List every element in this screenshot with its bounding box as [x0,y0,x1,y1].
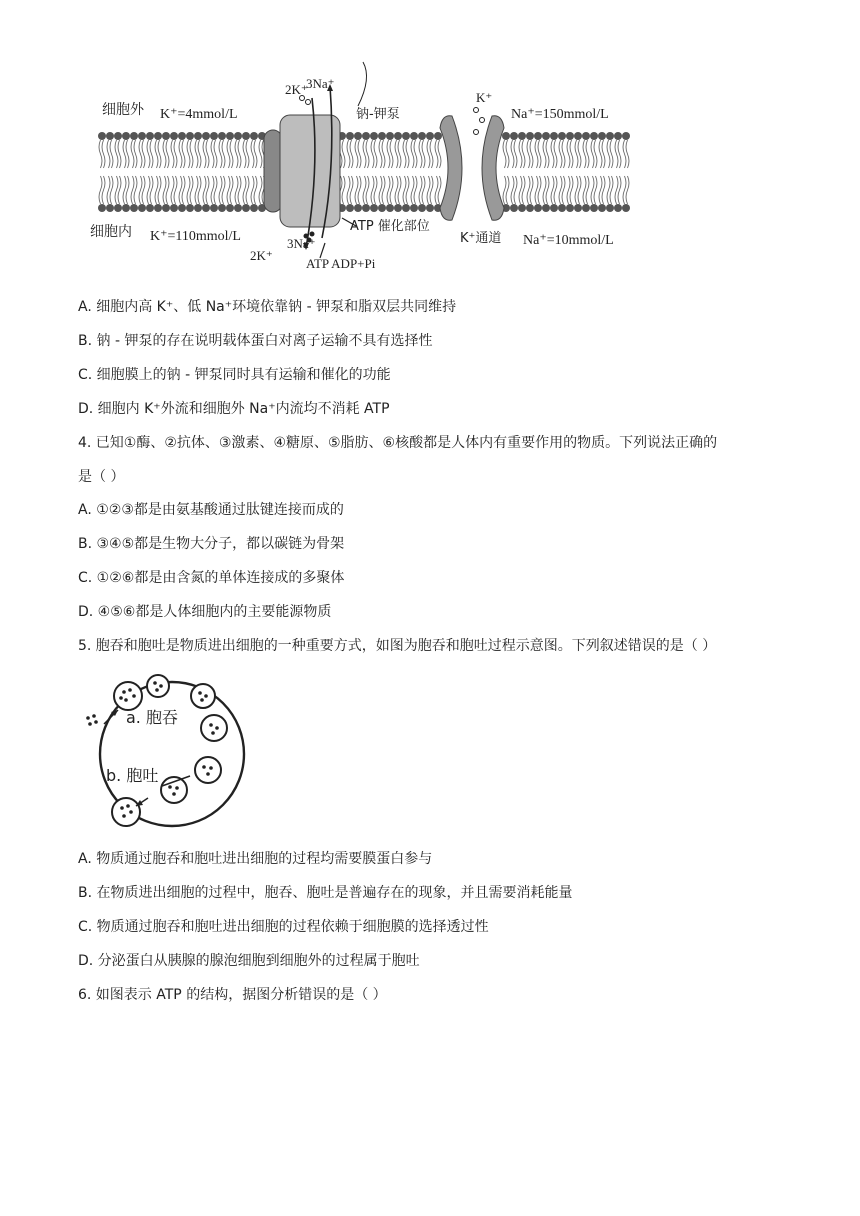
lipid-tail [403,140,409,168]
lipid-head [354,204,362,212]
lipid-head [226,132,234,140]
lipid-tail [115,140,121,168]
lipid-head [402,204,410,212]
lipid-head [162,204,170,212]
lipid-head [566,132,574,140]
channel-k-label: K⁺ [476,90,493,105]
vesicle [191,684,215,708]
lipid-tail [219,140,225,168]
lipid-head [598,204,606,212]
lipid-head [106,132,114,140]
lipid-tail [583,140,589,168]
lipid-tail [567,176,573,204]
q3-option-d: D. 细胞内 K⁺外流和细胞外 Na⁺内流均不消耗 ATP [78,401,390,417]
lipid-tail [203,140,209,168]
lipid-head [226,204,234,212]
lipid-tail [211,176,217,204]
vesicle [161,777,187,803]
lipid-tail [363,176,369,204]
lipid-tail [171,176,177,204]
lipid-head [170,132,178,140]
lipid-head [138,132,146,140]
lipid-tail [211,140,217,168]
lipid-tail [567,140,573,168]
lipid-tail [251,140,257,168]
lipid-tail [99,140,105,168]
lipid-head [582,204,590,212]
lipid-tail [591,140,597,168]
lipid-head [378,204,386,212]
lipid-head [558,132,566,140]
lipid-head [518,204,526,212]
lipid-head [566,204,574,212]
k-out-label: K⁺=4mmol/L [160,107,238,122]
lipid-tail [187,140,193,168]
lipid-head [370,132,378,140]
lipid-tail [243,140,249,168]
lipid-head [130,204,138,212]
endo-exocytosis-diagram [80,672,255,834]
lipid-head [534,204,542,212]
lipid-head [122,132,130,140]
lipid-head [614,132,622,140]
lipid-head [202,132,210,140]
lipid-tail [195,176,201,204]
lipid-tail [347,140,353,168]
lipid-tail [535,176,541,204]
lipid-tail [427,176,433,204]
lipid-head [114,204,122,212]
lipid-head [114,132,122,140]
lipid-head [146,132,154,140]
lipid-tail [179,140,185,168]
lipid-tail [607,140,613,168]
bottom-2k-label: 2K⁺ [250,248,273,263]
lipid-tail [543,140,549,168]
lipid-head [98,204,106,212]
lipid-tail [163,176,169,204]
q4-option-b: B. ③④⑤都是生物大分子，都以碳链为骨架 [78,536,345,552]
lipid-head [242,204,250,212]
lipid-tail [99,176,105,204]
lipid-tail [599,176,605,204]
q6-stem: 6. 如图表示 ATP 的结构，据图分析错误的是（ ） [78,987,387,1003]
lipid-head [402,132,410,140]
lipid-head [542,132,550,140]
outside-label: 细胞外 [102,102,144,118]
lipid-head [606,204,614,212]
lipid-tail [219,176,225,204]
lipid-head [622,132,630,140]
lipid-tail [155,176,161,204]
vesicle [195,757,221,783]
q4-stem-line2: 是（ ） [78,469,125,485]
lipid-head [186,204,194,212]
lipid-tail [435,176,441,204]
lipid-head [574,204,582,212]
lipid-tail [559,176,565,204]
lipid-tail [147,176,153,204]
lipid-head [426,204,434,212]
lipid-tail [179,176,185,204]
lipid-head [502,132,510,140]
top-3na-label: 3Na⁺ [306,76,335,91]
na-in-label: Na⁺=10mmol/L [523,233,614,248]
lipid-head [186,132,194,140]
lipid-tail [551,176,557,204]
membrane-protein-small [264,130,282,212]
lipid-head [542,204,550,212]
lipid-head [354,132,362,140]
lipid-tail [543,176,549,204]
lipid-tail [527,176,533,204]
lipid-head [614,204,622,212]
lipid-head [550,132,558,140]
lipid-head [434,132,442,140]
lipid-tail [623,176,629,204]
lipid-tail [123,176,129,204]
lipid-tail [419,176,425,204]
q5-stem: 5. 胞吞和胞吐是物质进出细胞的一种重要方式，如图为胞吞和胞吐过程示意图。下列叙述错误的是（ ） [78,638,717,654]
lipid-tail [139,176,145,204]
lipid-tail [227,140,233,168]
lipid-head [550,204,558,212]
q5-option-c: C. 物质通过胞吞和胞吐进出细胞的过程依赖于细胞膜的选择透过性 [78,919,489,935]
lipid-head [178,132,186,140]
lipid-head [418,132,426,140]
lipid-head [510,132,518,140]
lipid-tail [155,140,161,168]
q5-option-a: A. 物质通过胞吞和胞吐进出细胞的过程均需要膜蛋白参与 [78,851,433,867]
pointer-pump [358,62,367,106]
k-in-label: K⁺=110mmol/L [150,229,241,244]
k-ion [306,100,311,105]
lipid-tail [355,176,361,204]
endo-exocytosis-figure [80,672,255,834]
lipid-head [426,132,434,140]
lipid-head [138,204,146,212]
lipid-tail [363,140,369,168]
lipid-tail [187,176,193,204]
inside-label: 细胞内 [90,224,132,240]
lipid-tail [615,140,621,168]
lipid-tail [243,176,249,204]
q4-option-a: A. ①②③都是由氨基酸通过肽键连接而成的 [78,502,344,518]
lipid-tail [123,140,129,168]
catalytic-label: ATP 催化部位 [350,219,430,234]
lipid-tail [379,140,385,168]
lipid-head [162,132,170,140]
lipid-head [362,132,370,140]
lipid-tail [435,140,441,168]
lipid-tail [591,176,597,204]
lipid-head [410,204,418,212]
lipid-head [210,132,218,140]
q3-option-a: A. 细胞内高 K⁺、低 Na⁺环境依靠钠 - 钾泵和脂双层共同维持 [78,299,457,315]
lipid-head [170,204,178,212]
lipid-tail [519,176,525,204]
lipid-head [590,132,598,140]
lipid-tail [551,140,557,168]
q4-option-d: D. ④⑤⑥都是人体细胞内的主要能源物质 [78,604,332,620]
q4-option-c: C. ①②⑥都是由含氮的单体连接成的多聚体 [78,570,345,586]
q5-option-b: B. 在物质进出细胞的过程中，胞吞、胞吐是普遍存在的现象，并且需要消耗能量 [78,885,573,901]
lipid-head [598,132,606,140]
lipid-tail [395,176,401,204]
lipid-tail [419,140,425,168]
lipid-head [346,132,354,140]
label-endocytosis: a. 胞吞 [126,708,178,727]
lipid-tail [511,140,517,168]
lipid-head [202,204,210,212]
lipid-tail [575,140,581,168]
lipid-head [98,132,106,140]
lipid-head [386,204,394,212]
lipid-tail [403,176,409,204]
k-channel-left [440,116,462,221]
k-ion [474,108,479,113]
lipid-head [518,132,526,140]
lipid-tail [411,140,417,168]
lipid-head [218,204,226,212]
q4-stem-line1: 4. 已知①酶、②抗体、③激素、④糖原、⑤脂肪、⑥核酸都是人体内有重要作用的物质。下列说法正确的 [78,435,718,451]
lipid-tail [195,140,201,168]
lipid-head [122,204,130,212]
lipid-head [210,204,218,212]
lipid-tail [607,176,613,204]
membrane-diagram [80,58,640,273]
lipid-tail [623,140,629,168]
lipid-tail [147,140,153,168]
lipid-tail [387,140,393,168]
lipid-tail [387,176,393,204]
lipid-head [394,132,402,140]
lipid-head [130,132,138,140]
top-2k-label: 2K⁺ [285,82,308,97]
lipid-head [106,204,114,212]
lipid-tail [115,176,121,204]
vesicle [201,715,227,741]
lipid-tail [559,140,565,168]
lipid-head [234,204,242,212]
lipid-bilayer [98,132,630,212]
label-exocytosis: b. 胞吐 [106,766,159,785]
lipid-head [370,204,378,212]
q5-option-d: D. 分泌蛋白从胰腺的腺泡细胞到细胞外的过程属于胞吐 [78,953,420,969]
lipid-tail [203,176,209,204]
lipid-head [534,132,542,140]
q3-option-b: B. 钠 - 钾泵的存在说明载体蛋白对离子运输不具有选择性 [78,333,433,349]
lipid-head [410,132,418,140]
lipid-tail [599,140,605,168]
lipid-tail [535,140,541,168]
lipid-head [558,204,566,212]
pump-label: 钠-钾泵 [356,107,400,122]
lipid-head [526,132,534,140]
lipid-tail [583,176,589,204]
lipid-head [154,204,162,212]
lipid-tail [347,176,353,204]
lipid-head [418,204,426,212]
lipid-head [510,204,518,212]
lipid-head [386,132,394,140]
lipid-tail [171,140,177,168]
lipid-head [394,204,402,212]
lipid-tail [427,140,433,168]
lipid-tail [503,176,509,204]
lipid-head [194,204,202,212]
lipid-tail [527,140,533,168]
lipid-tail [235,176,241,204]
q3-option-c: C. 细胞膜上的钠 - 钾泵同时具有运输和催化的功能 [78,367,391,383]
lipid-tail [163,140,169,168]
lipid-head [606,132,614,140]
k-ion [480,118,485,123]
lipid-head [178,204,186,212]
lipid-tail [107,176,113,204]
lipid-tail [519,140,525,168]
lipid-tail [355,140,361,168]
vesicle [147,675,169,697]
lipid-tail [131,140,137,168]
lipid-tail [371,176,377,204]
lipid-tail [411,176,417,204]
lipid-head [146,204,154,212]
lipid-tail [251,176,257,204]
na-out-label: Na⁺=150mmol/L [511,107,609,122]
lipid-tail [379,176,385,204]
lipid-head [582,132,590,140]
lipid-tail [139,140,145,168]
lipid-head [590,204,598,212]
lipid-head [362,204,370,212]
membrane-figure [80,58,640,273]
lipid-tail [107,140,113,168]
atp-reaction-label: ATP ADP+Pi [306,256,376,271]
lipid-head [250,132,258,140]
lipid-tail [575,176,581,204]
lipid-tail [371,140,377,168]
k-ion [474,130,479,135]
lipid-tail [227,176,233,204]
lipid-head [526,204,534,212]
lipid-head [574,132,582,140]
lipid-tail [615,176,621,204]
vesicle [112,798,140,826]
k-channel-right [482,116,504,221]
lipid-tail [503,140,509,168]
lipid-head [346,204,354,212]
bottom-3na-label: 3Na⁺ [287,236,316,251]
lipid-head [218,132,226,140]
lipid-tail [395,140,401,168]
lipid-head [194,132,202,140]
lipid-head [250,204,258,212]
lipid-head [242,132,250,140]
lipid-tail [511,176,517,204]
lipid-tail [131,176,137,204]
lipid-head [154,132,162,140]
lipid-tail [235,140,241,168]
lipid-head [622,204,630,212]
vesicle [114,682,142,710]
channel-label: K⁺通道 [460,231,502,246]
lipid-head [378,132,386,140]
lipid-head [234,132,242,140]
